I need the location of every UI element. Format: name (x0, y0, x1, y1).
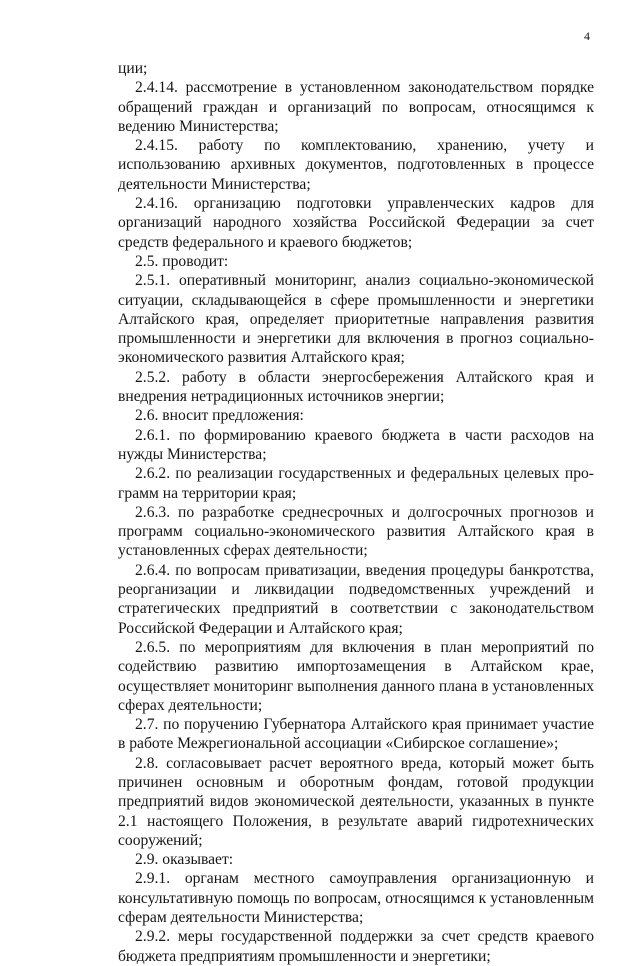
paragraph-2-6: 2.6. вносит предложения: (135, 407, 304, 425)
paragraph-continuation: ции; (118, 60, 148, 77)
paragraph-2-7: 2.7. по поручению Губернатора Алтайского края принимает участие в работе Межрегиональной ассоциации «Сибирское соглашение»; (118, 716, 594, 753)
paragraph-2-5: 2.5. проводит: (135, 252, 229, 270)
paragraph-2-6-5: 2.6.5. по мероприятиям для включения в план мероприятий по содействию развитию импортозамещения в Алтайском крае, осуществляет мониторинг выполнения данного плана в установленных сферах деятельности; (118, 638, 594, 714)
paragraph-2-9-1: 2.9.1. органам местного самоуправления организационную и консультативную помощь по вопросам, относящимся к установленным сферам деятельности Министерства; (118, 870, 594, 927)
paragraph-2-4-15: 2.4.15. работу по комплектованию, хранению, учету и использованию архивных документов, подготовленных в процессе деятельности Министерства; (118, 137, 594, 193)
paragraph-2-4-16: 2.4.16. организацию подготовки управленческих кадров для организаций народного хозяйства Российской Федерации за счет средств федерального и краевого бюджетов; (118, 195, 594, 251)
paragraph-2-6-2: 2.6.2. по реализации государственных и федеральных целевых программ на территории края; (118, 465, 594, 502)
paragraph-2-8: 2.8. согласовывает расчет вероятного вреда, который может быть причинен основным и оборотным фондам, готовой продукции предприятий видов экономической деятельности, указанных в пункте 2.1 настоящего Положения, в результате аварий гидротехнических сооружений; (118, 754, 594, 849)
paragraph-2-5-1: 2.5.1. оперативный мониторинг, анализ социально-экономической ситуации, складывающейся в сфере промышленности и энергетики Алтайского края, определяет приоритетные направления развития промышленности и энергетики для включения в прогноз социально-экономического развития Алтайского края; (118, 272, 594, 367)
paragraph-2-6-3: 2.6.3. по разработке среднесрочных и долгосрочных прогнозов и программ социально-экономического развития Алтайского края в установленных сферах деятельности; (118, 503, 594, 560)
paragraph-2-9: 2.9. оказывает: (135, 851, 234, 869)
paragraph-2-6-4: 2.6.4. по вопросам приватизации, введения процедуры банкротства, реорганизации и ликвидации подведомственных учреждений и стратегических предприятий в соответствии с законодательством Российской Федерации и Алтайского края; (118, 561, 594, 637)
page-number: 4 (584, 29, 590, 43)
paragraph-2-6-1: 2.6.1. по формированию краевого бюджета в части расходов на нужды Министерства; (118, 426, 594, 463)
paragraph-2-5-2: 2.5.2. работу в области энергосбережения Алтайского края и внедрения нетрадиционных источников энергии; (118, 368, 594, 406)
paragraph-2-4-14: 2.4.14. рассмотрение в установленном законодательством порядке обращений граждан и организаций по вопросам, относящимся к ведению Министерства; (118, 79, 594, 135)
document-body (118, 59, 594, 966)
paragraph-2-9-2: 2.9.2. меры государственной поддержки за счет средств краевого бюджета предприятиям промышленности и энергетики; (118, 928, 594, 965)
